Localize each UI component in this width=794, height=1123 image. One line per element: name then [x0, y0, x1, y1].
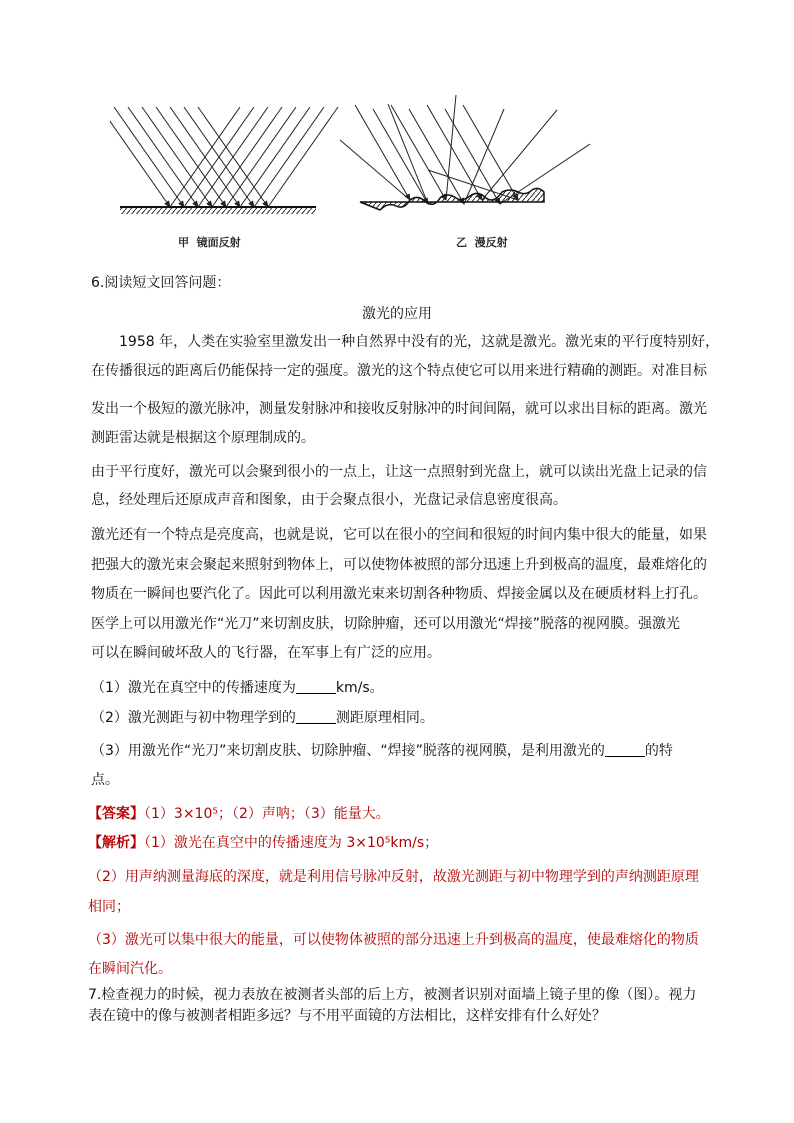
para1-line3: 发出一个极短的激光脉冲，测量发射脉冲和接收反射脉冲的时间间隔，就可以求出目标的距离。激光	[91, 401, 707, 417]
answer-text: （1）3×10⁵；（2）声呐；（3）能量大。	[144, 806, 390, 822]
diffuse-incident-ray	[373, 109, 428, 204]
incident-ray	[110, 107, 170, 207]
para3-line3: 物质在一瞬间也要汽化了。因此可以利用激光束来切割各种物质、焊接金属以及在硬质材料上打孔。	[91, 586, 707, 602]
diffuse-reflected-ray	[340, 140, 410, 200]
analysis-label: 【解析】	[88, 835, 144, 851]
answer-blank-2[interactable]	[296, 709, 336, 724]
sub-question-2	[91, 707, 715, 727]
sub-question-1	[91, 677, 715, 697]
q7-line1: 7.检查视力的时候，视力表放在被测者头部的后上方，被测者识别对面墙上镜子里的像（图）。视力	[88, 987, 697, 1003]
diffuse-incident-ray	[409, 109, 464, 204]
diffuse-reflected-ray	[446, 95, 456, 200]
diffuse-caption: 乙 漫反射	[456, 236, 508, 249]
diffuse-reflected-ray	[388, 104, 428, 204]
diffuse-reflected-ray	[482, 110, 557, 200]
sub3-continued: 点。	[91, 772, 119, 788]
sub1-text: （1）激光在真空中的传播速度为	[91, 680, 296, 696]
para1-line2: 在传播很远的距离后仍能保持一定的强度。激光的这个特点使它可以用来进行精确的测距。对准目标	[91, 363, 707, 379]
para3-line1: 激光还有一个特点是亮度高，也就是说，它可以在很小的空间和很短的时间内集中很大的能量，如果	[91, 527, 707, 543]
incident-ray	[156, 107, 226, 207]
para2-line2: 息，经处理后还原成声音和图象，由于会聚点很小，光盘记录信息密度很高。	[91, 492, 567, 508]
sub2-tail: 测距原理相同。	[335, 710, 434, 726]
sub3-tail: 的特	[644, 743, 673, 759]
para3-line5: 可以在瞬间破坏敌人的飞行器，在军事上有广泛的应用。	[91, 645, 441, 661]
para3-line2: 把强大的激光束会聚起来照射到物体上，可以使物体被照的部分迅速上升到极高的温度，最难熔化的	[91, 557, 707, 573]
reflected-ray	[226, 107, 296, 207]
sub3-text: （3）用激光作“光刀”来切割皮肤、切除肿瘤、“焊接”脱落的视网膜，是利用激光的	[91, 743, 605, 759]
analysis-3-line1: （3）激光可以集中很大的能量，可以使物体被照的部分迅速上升到极高的温度，使最难熔化的物质	[88, 932, 699, 948]
reflection-diagram	[110, 90, 590, 250]
q7-line2: 表在镜中的像与被测者相距多远？与不用平面镜的方法相比，这样安排有什么好处？	[88, 1008, 606, 1024]
reflected-ray	[254, 107, 324, 207]
analysis-3-line2: 在瞬间汽化。	[88, 961, 172, 977]
para1-line1: 1958 年，人类在实验室里激发出一种自然界中没有的光，这就是激光。激光束的平行度特别好，	[119, 334, 720, 350]
para2-line1: 由于平行度好，激光可以会聚到很小的一点上，让这一点照射到光盘上，就可以读出光盘上记录的信	[91, 464, 707, 480]
answer-blank-3[interactable]	[605, 742, 645, 757]
mirror-caption: 甲 镜面反射	[178, 236, 241, 249]
reflected-ray	[268, 107, 338, 207]
analysis-line-1	[88, 832, 712, 852]
answer-label: 【答案】	[88, 806, 144, 822]
answer-line	[88, 803, 712, 823]
diffuse-reflected-ray	[464, 109, 504, 204]
answer-blank-1[interactable]	[296, 679, 336, 694]
analysis-text-1: （1）激光在真空中的传播速度为 3×10⁵km/s；	[144, 835, 439, 851]
sub-question-3	[91, 740, 715, 760]
sub2-text: （2）激光测距与初中物理学到的	[91, 710, 296, 726]
passage-title: 激光的应用	[362, 306, 432, 322]
diffuse-incident-ray	[355, 105, 410, 200]
para1-line4: 测距雷达就是根据这个原理制成的。	[91, 430, 315, 446]
incident-ray	[142, 107, 212, 207]
reflected-ray	[240, 107, 310, 207]
reflection-figure	[110, 90, 590, 250]
diffuse-incident-ray	[445, 109, 500, 204]
specular-rays	[110, 107, 338, 207]
diffuse-rays	[340, 95, 590, 204]
reflected-ray	[212, 107, 282, 207]
analysis-2-line2: 相同；	[88, 899, 130, 915]
q6-heading: 6.阅读短文回答问题：	[91, 275, 231, 291]
sub1-unit: km/s。	[335, 680, 384, 696]
analysis-2-line1: （2）用声纳测量海底的深度，就是利用信号脉冲反射，故激光测距与初中物理学到的声纳测距原理	[88, 869, 699, 885]
diffuse-incident-ray	[391, 105, 446, 200]
rough-surface	[360, 188, 544, 210]
incident-ray	[128, 107, 198, 207]
incident-ray	[114, 107, 184, 207]
para3-line4: 医学上可以用激光作“光刀”来切割皮肤，切除肿瘤，还可以用激光“焊接”脱落的视网膜。强激光	[91, 616, 681, 632]
mirror-hatch	[120, 208, 316, 214]
